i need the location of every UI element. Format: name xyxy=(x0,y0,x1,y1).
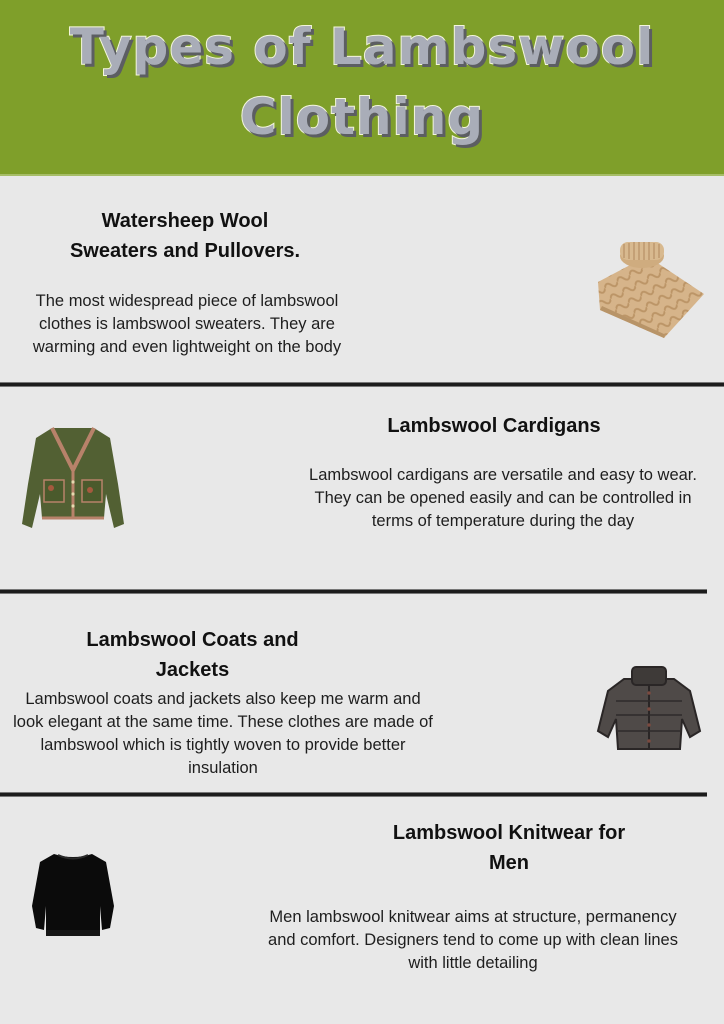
section-title-line1: Lambswool Knitwear for xyxy=(392,822,626,844)
cardigan-icon xyxy=(18,424,128,536)
section-body: Lambswool coats and jackets also keep me warm and look elegant at the same time. These clothes are made of lambswool which is tightly woven to provide better insulation xyxy=(13,690,433,777)
section-body: Men lambswool knitwear aims at structure, permanency and comfort. Designers tend to come up with clean lines with little detailing xyxy=(268,908,678,972)
puffer-jacket-icon xyxy=(594,665,704,753)
section-title xyxy=(300,411,688,441)
section-title-line1: Lambswool Cardigans xyxy=(387,415,601,437)
section-title-line2: Jackets xyxy=(155,659,230,681)
section-title xyxy=(50,625,335,685)
section-divider xyxy=(0,590,707,593)
page-title-line2: Clothing xyxy=(239,88,485,146)
black-sweater-icon xyxy=(28,850,118,940)
section-body: Lambswool cardigans are versatile and easy to wear. They can be opened easily and can be controlled in terms of temperature during the day xyxy=(309,466,697,530)
section-title-line2: Sweaters and Pullovers. xyxy=(69,240,301,262)
section-title xyxy=(365,818,653,878)
section-title xyxy=(30,206,340,266)
page-title-line1: Types of Lambswool xyxy=(69,18,655,76)
section-title-line1: Watersheep Wool xyxy=(101,210,269,232)
section-divider xyxy=(0,383,724,386)
section-title-line2: Men xyxy=(489,852,529,874)
turtleneck-sweater-icon xyxy=(592,234,710,342)
section-title-line1: Lambswool Coats and xyxy=(86,629,299,651)
section-divider xyxy=(0,793,707,796)
section-body: The most widespread piece of lambswool clothes is lambswool sweaters. They are warming and even lightweight on the body xyxy=(32,292,342,356)
header-banner xyxy=(0,0,724,176)
